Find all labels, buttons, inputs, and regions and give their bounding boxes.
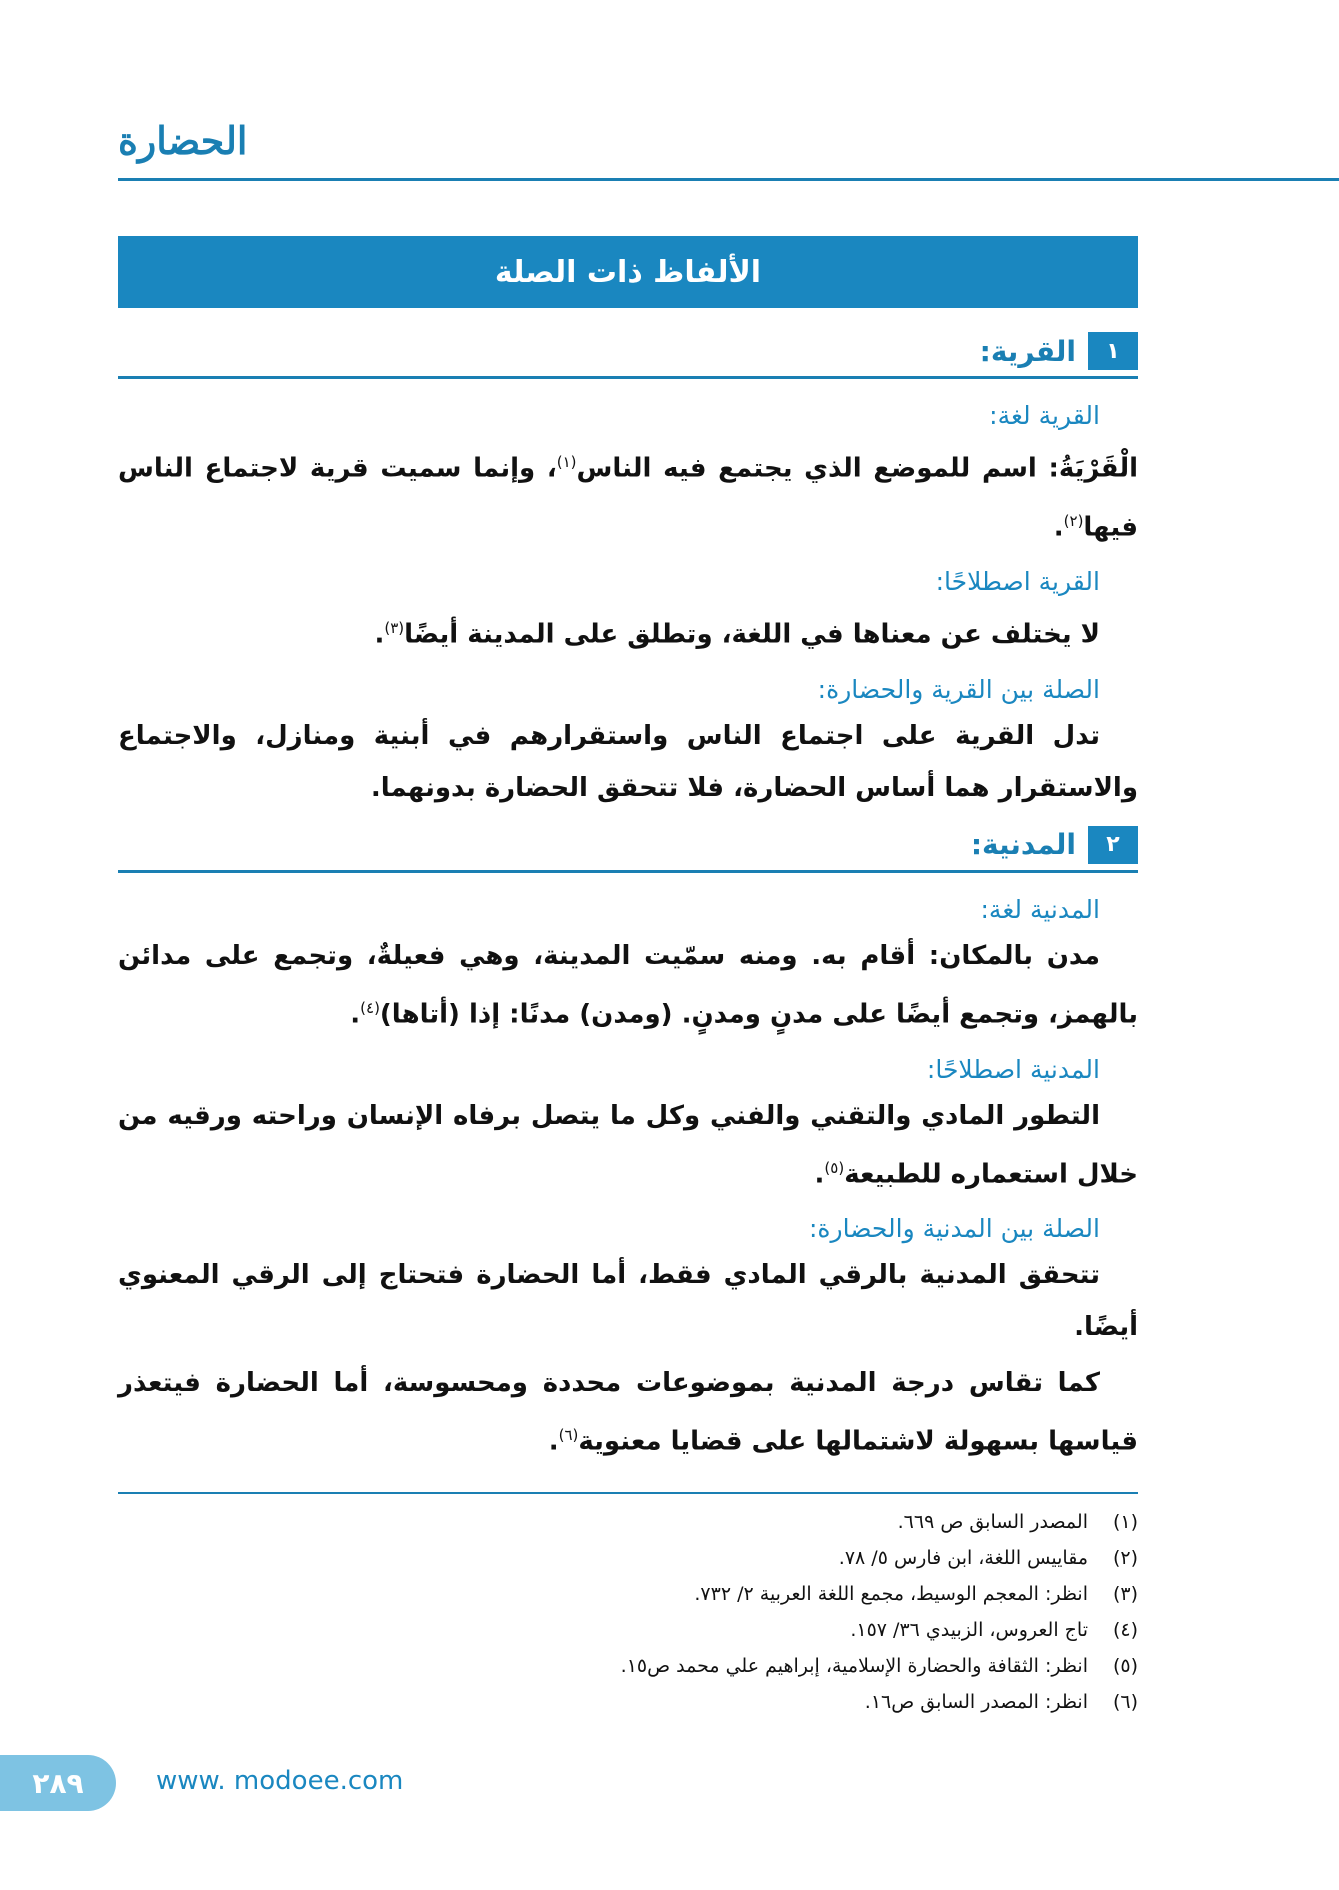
footnote-number: (٦) xyxy=(1112,1691,1138,1713)
footnote-ref[interactable]: (٦) xyxy=(558,1426,579,1445)
subheading-village-term: القرية اصطلاحًا: xyxy=(935,567,1100,597)
footnote-item xyxy=(118,1612,1138,1648)
footnote-text: انظر: المصدر السابق ص١٦. xyxy=(864,1691,1088,1713)
section-banner-title: الألفاظ ذات الصلة xyxy=(494,254,762,290)
footnote-number: (٥) xyxy=(1112,1655,1138,1677)
item-heading-civility xyxy=(118,820,1138,873)
footnote-item xyxy=(118,1576,1138,1612)
footnote-item xyxy=(118,1648,1138,1684)
footnote-ref[interactable]: (١) xyxy=(556,453,577,471)
paragraph-civility-relation-1: تتحقق المدنية بالرقي المادي فقط، أما الحضارة فتحتاج إلى الرقي المعنوي أيضًا. xyxy=(118,1260,1138,1343)
paragraph-village-lang xyxy=(118,436,1138,553)
footnote-text: انظر: الثقافة والحضارة الإسلامية، إبراهيم علي محمد ص١٥. xyxy=(620,1655,1088,1677)
footnote-item xyxy=(118,1684,1138,1720)
footnote-text: المصدر السابق ص ٦٦٩. xyxy=(897,1511,1088,1533)
footnote-ref[interactable]: (٥) xyxy=(824,1158,845,1177)
item-number-badge: ١ xyxy=(1088,332,1138,370)
header-rule xyxy=(118,178,1339,181)
footnote-number: (٢) xyxy=(1112,1547,1138,1569)
text-span: . xyxy=(350,999,361,1030)
subheading-civility-term: المدنية اصطلاحًا: xyxy=(926,1054,1100,1084)
subheading-civility-relation: الصلة بين المدنية والحضارة: xyxy=(808,1214,1100,1244)
item-heading-village xyxy=(118,326,1138,379)
text-span: كما تقاس درجة المدنية بموضوعات محددة ومحسوسة، أما الحضارة فيتعذر قياسها بسهولة لاشتمالها على قضايا معنوية xyxy=(118,1368,1138,1457)
paragraph-civility-lang xyxy=(118,930,1138,1041)
header-title: الحضارة xyxy=(118,118,248,163)
footnote-text: مقاييس اللغة، ابن فارس ٥/ ٧٨. xyxy=(838,1547,1088,1569)
item-title: المدنية: xyxy=(970,828,1076,862)
text-span: ، وإنما سميت قرية لاجتماع الناس فيها xyxy=(118,453,1138,543)
footnote-ref[interactable]: (٣) xyxy=(384,619,405,638)
subheading-village-relation: الصلة بين القرية والحضارة: xyxy=(817,674,1100,704)
footnote-ref[interactable]: (٢) xyxy=(1063,511,1084,530)
footnote-number: (٤) xyxy=(1112,1619,1138,1641)
text-span: . xyxy=(548,1426,559,1457)
subheading-civility-lang: المدنية لغة: xyxy=(980,894,1100,924)
section-banner xyxy=(118,236,1138,308)
text-span: . xyxy=(1053,512,1064,543)
page-number-badge: ٢٨٩ xyxy=(0,1755,116,1811)
subheading-village-lang: القرية لغة: xyxy=(989,401,1100,430)
footnote-item xyxy=(118,1504,1138,1540)
text-span: لا يختلف عن معناها في اللغة، وتطلق على المدينة أيضًا xyxy=(404,619,1100,650)
text-span: الْقَرْيَةُ: اسم للموضع الذي يجتمع فيه الناس xyxy=(576,453,1138,484)
item-title: القرية: xyxy=(979,334,1076,368)
paragraph-village-relation: تدل القرية على اجتماع الناس واستقرارهم في أبنية ومنازل، والاجتماع والاستقرار هما أساس الحضارة، فلا تتحقق الحضارة بدونهما. xyxy=(118,720,1138,803)
text-span: . xyxy=(814,1159,825,1190)
paragraph-civility-term xyxy=(118,1090,1138,1201)
text-span: . xyxy=(374,619,385,650)
footnotes xyxy=(118,1492,1138,1720)
footnote-text: تاج العروس، الزبيدي ٣٦/ ١٥٧. xyxy=(850,1619,1088,1641)
footnote-item xyxy=(118,1540,1138,1576)
footnote-text: انظر: المعجم الوسيط، مجمع اللغة العربية ٢/ ٧٣٢. xyxy=(694,1583,1088,1605)
footnote-number: (١) xyxy=(1112,1511,1138,1533)
text-span: التطور المادي والتقني والفني وكل ما يتصل برفاه الإنسان وراحته ورقيه من خلال استعماره للطبيعة xyxy=(118,1100,1138,1190)
paragraph-civility-relation-2 xyxy=(118,1357,1138,1468)
footnote-ref[interactable]: (٤) xyxy=(360,998,380,1017)
site-link[interactable]: www. modoee.com xyxy=(156,1766,404,1796)
text-span: مدن بالمكان: أقام به. ومنه سمّيت المدينة، وهي فعيلةٌ، وتجمع على مدائن بالهمز، وتجمع أيضًا على مدنٍ ومدنٍ. (ومدن) مدنًا: إذا (أتاها) xyxy=(118,940,1138,1030)
paragraph-village-term xyxy=(118,602,1138,661)
item-number-badge: ٢ xyxy=(1088,826,1138,864)
main-content xyxy=(118,326,1138,1472)
footnote-number: (٣) xyxy=(1112,1583,1138,1605)
